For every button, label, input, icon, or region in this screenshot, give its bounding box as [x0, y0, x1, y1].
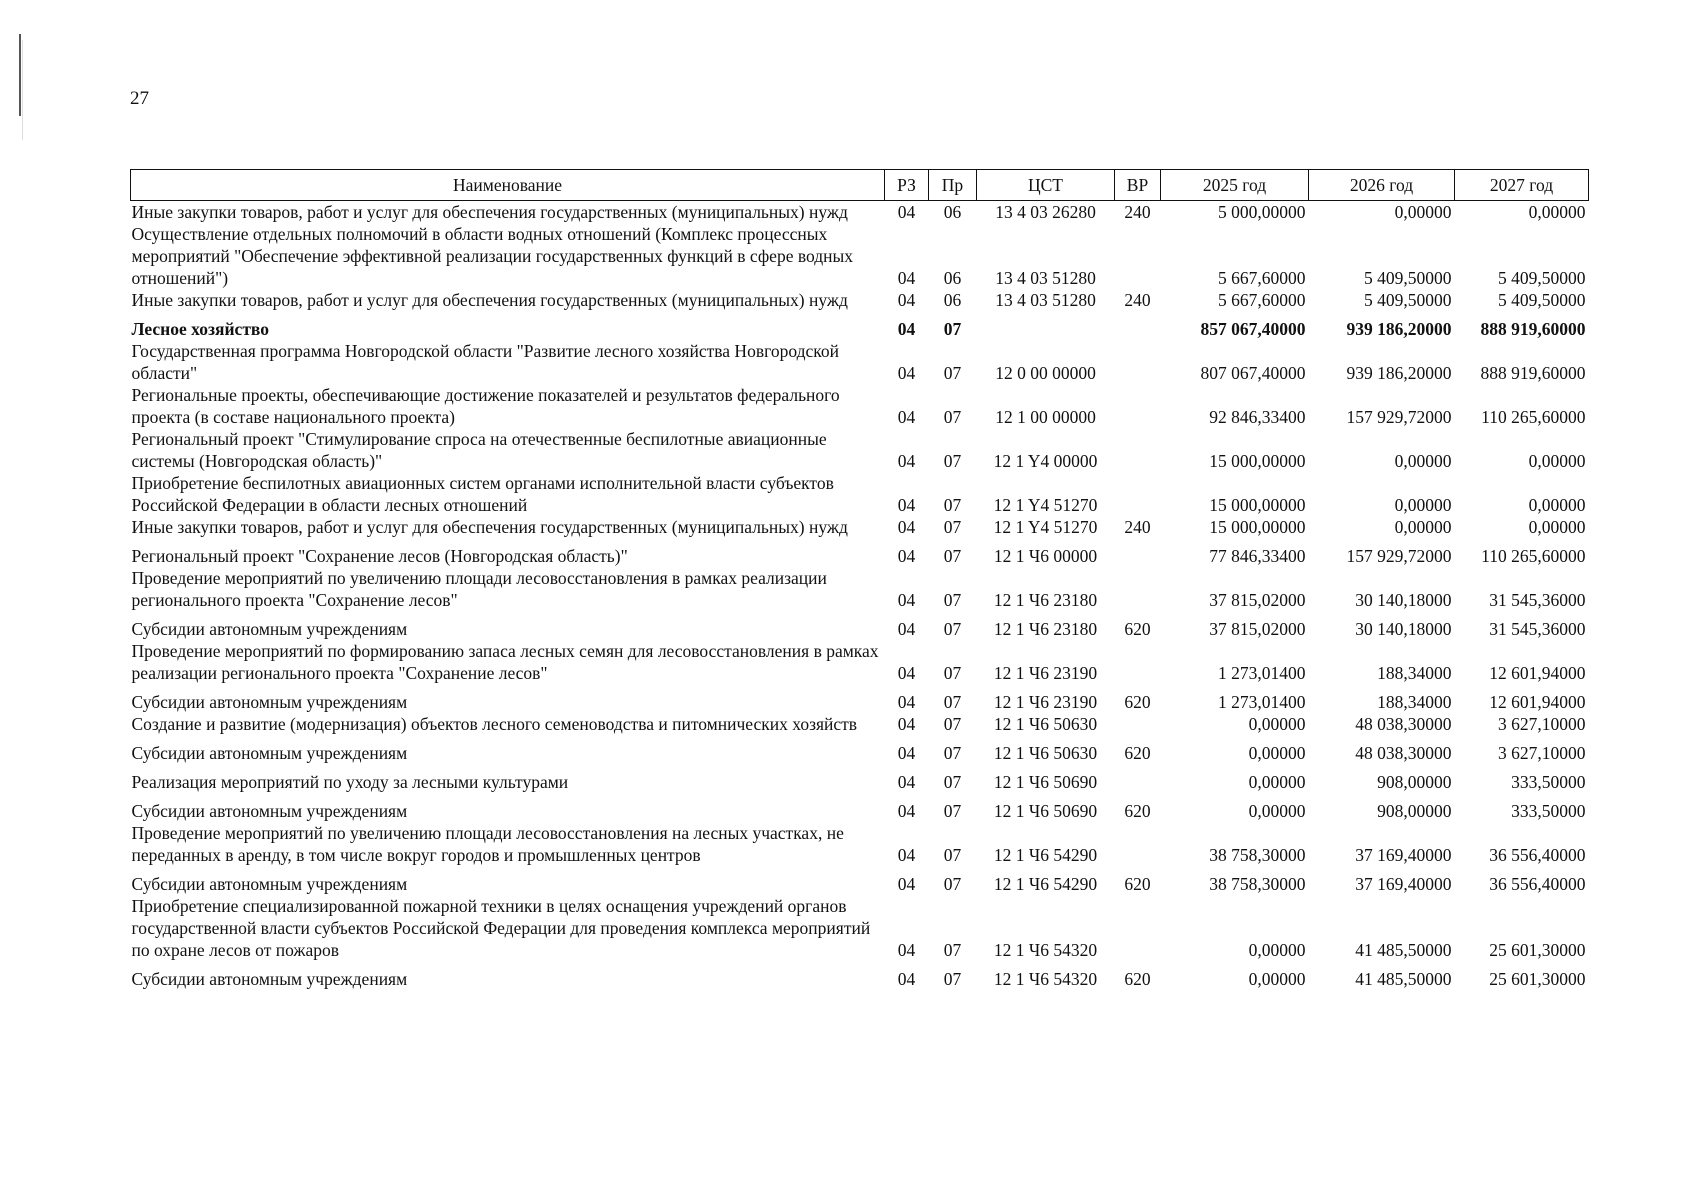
- table-body: [131, 201, 1589, 991]
- cell-2025: 0,00000: [1248, 772, 1306, 792]
- cell-cst: 12 1 Ч6 54320: [993, 969, 1098, 989]
- cell-vr: 240: [1124, 517, 1151, 537]
- cell-2027: 5 409,50000: [1498, 268, 1586, 288]
- page-number: 27: [130, 88, 149, 109]
- cell-name: Субсидии автономным учреждениям: [131, 619, 408, 639]
- table-row: [131, 384, 1589, 428]
- cell-vr: [1115, 640, 1161, 684]
- cell-rz: 04: [897, 202, 916, 222]
- header-2027: 2027 год: [1455, 170, 1589, 201]
- cell-rz: 04: [897, 495, 916, 515]
- cell-vr: [1115, 384, 1161, 428]
- cell-cst: 12 1 Ч6 23190: [993, 692, 1098, 712]
- cell-2026: 30 140,18000: [1355, 619, 1452, 639]
- cell-2027: 0,00000: [1528, 517, 1586, 537]
- cell-vr: 620: [1124, 801, 1151, 821]
- cell-2026: 5 409,50000: [1364, 290, 1452, 310]
- cell-2026: 41 485,50000: [1355, 969, 1452, 989]
- cell-2026: 157 929,72000: [1346, 546, 1452, 566]
- cell-vr: [1115, 822, 1161, 866]
- cell-2026: 0,00000: [1394, 495, 1452, 515]
- cell-pr: 07: [943, 940, 962, 960]
- table-row: [131, 516, 1589, 538]
- cell-pr: 07: [943, 663, 962, 683]
- table-row: [131, 822, 1589, 866]
- cell-vr: 620: [1124, 969, 1151, 989]
- cell-name: Субсидии автономным учреждениям: [131, 801, 408, 821]
- cell-rz: 04: [897, 714, 916, 734]
- table-row: [131, 961, 1589, 990]
- cell-vr: [1115, 895, 1161, 961]
- table-row: [131, 340, 1589, 384]
- cell-pr: 07: [943, 517, 962, 537]
- table-row: [131, 793, 1589, 822]
- cell-cst: 12 1 00 00000: [995, 407, 1096, 427]
- cell-2027: 888 919,60000: [1480, 319, 1586, 339]
- cell-vr: 620: [1124, 874, 1151, 894]
- cell-name: Лесное хозяйство: [131, 319, 270, 339]
- cell-2025: 38 758,30000: [1209, 845, 1306, 865]
- table-row: [131, 735, 1589, 764]
- cell-2025: 807 067,40000: [1200, 363, 1306, 383]
- cell-2027: 3 627,10000: [1498, 743, 1586, 763]
- header-vr: ВР: [1115, 170, 1161, 201]
- cell-2027: 12 601,94000: [1489, 663, 1586, 683]
- cell-pr: 07: [943, 743, 962, 763]
- cell-2025: 0,00000: [1248, 714, 1306, 734]
- cell-2025: 38 758,30000: [1209, 874, 1306, 894]
- cell-2026: 5 409,50000: [1364, 268, 1452, 288]
- cell-pr: 07: [943, 590, 962, 610]
- table-row: [131, 201, 1589, 224]
- cell-vr: 240: [1124, 290, 1151, 310]
- cell-cst: 12 1 Y4 00000: [993, 451, 1098, 471]
- table-row: [131, 640, 1589, 684]
- cell-rz: 04: [897, 290, 916, 310]
- cell-name: Приобретение специализированной пожарной техники в целях оснащения учреждений органов государственной власти субъектов Российской Федерации для проведения комплекса мероприятий по охране лесов от пожаров: [131, 896, 871, 960]
- cell-2027: 36 556,40000: [1489, 845, 1586, 865]
- cell-2027: 5 409,50000: [1498, 290, 1586, 310]
- cell-cst: 12 1 Y4 51270: [993, 517, 1098, 537]
- cell-cst: 12 1 Ч6 00000: [993, 546, 1098, 566]
- cell-pr: 07: [943, 969, 962, 989]
- table-row: [131, 472, 1589, 516]
- cell-2026: 41 485,50000: [1355, 940, 1452, 960]
- cell-2025: 37 815,02000: [1209, 590, 1306, 610]
- table-row: [131, 611, 1589, 640]
- cell-name: Субсидии автономным учреждениям: [131, 874, 408, 894]
- cell-vr: 240: [1124, 202, 1151, 222]
- table-row: [131, 567, 1589, 611]
- cell-name: Реализация мероприятий по уходу за лесными культурами: [131, 772, 569, 792]
- cell-name: Создание и развитие (модернизация) объектов лесного семеноводства и питомнических хозяйств: [131, 714, 858, 734]
- cell-2026: 48 038,30000: [1355, 743, 1452, 763]
- cell-rz: 04: [897, 801, 916, 821]
- cell-2026: 939 186,20000: [1346, 319, 1452, 339]
- cell-vr: [1115, 223, 1161, 289]
- cell-2025: 15 000,00000: [1209, 517, 1306, 537]
- cell-pr: 07: [943, 801, 962, 821]
- cell-rz: 04: [897, 407, 916, 427]
- cell-name: Субсидии автономным учреждениям: [131, 743, 408, 763]
- cell-2026: 30 140,18000: [1355, 590, 1452, 610]
- cell-2026: 939 186,20000: [1346, 363, 1452, 383]
- cell-pr: 07: [943, 363, 962, 383]
- cell-pr: 07: [943, 451, 962, 471]
- cell-2025: 0,00000: [1248, 969, 1306, 989]
- cell-name: Иные закупки товаров, работ и услуг для обеспечения государственных (муниципальных) нужд: [131, 517, 848, 537]
- cell-rz: 04: [897, 663, 916, 683]
- cell-rz: 04: [897, 619, 916, 639]
- cell-2027: 36 556,40000: [1489, 874, 1586, 894]
- cell-cst: 12 1 Ч6 23180: [993, 619, 1098, 639]
- cell-pr: 07: [943, 714, 962, 734]
- margin-binding-mark-faint: [22, 40, 23, 140]
- cell-name: Субсидии автономным учреждениям: [131, 969, 408, 989]
- cell-2025: 0,00000: [1248, 940, 1306, 960]
- table-row: [131, 764, 1589, 793]
- header-cst: ЦСТ: [977, 170, 1115, 201]
- cell-2026: 0,00000: [1394, 517, 1452, 537]
- cell-2027: 110 265,60000: [1481, 546, 1586, 566]
- header-rz: РЗ: [885, 170, 929, 201]
- cell-2027: 3 627,10000: [1498, 714, 1586, 734]
- table-row: [131, 223, 1589, 289]
- cell-vr: 620: [1124, 743, 1151, 763]
- cell-cst: 13 4 03 51280: [995, 268, 1096, 288]
- table-row: [131, 713, 1589, 735]
- cell-2025: 5 000,00000: [1218, 202, 1306, 222]
- cell-vr: [1115, 340, 1161, 384]
- cell-cst: [977, 311, 1115, 340]
- cell-pr: 06: [943, 202, 962, 222]
- cell-2025: 92 846,33400: [1209, 407, 1306, 427]
- cell-2025: 37 815,02000: [1209, 619, 1306, 639]
- table-row: [131, 684, 1589, 713]
- cell-name: Региональный проект "Сохранение лесов (Новгородская область)": [131, 546, 628, 566]
- cell-pr: 07: [943, 874, 962, 894]
- cell-2027: 12 601,94000: [1489, 692, 1586, 712]
- cell-name: Государственная программа Новгородской области "Развитие лесного хозяйства Новгородской области": [131, 341, 839, 383]
- cell-2026: 37 169,40000: [1355, 874, 1452, 894]
- cell-2026: 188,34000: [1377, 663, 1452, 683]
- cell-2026: 0,00000: [1394, 451, 1452, 471]
- cell-rz: 04: [897, 969, 916, 989]
- cell-rz: 04: [897, 590, 916, 610]
- cell-pr: 07: [943, 692, 962, 712]
- cell-rz: 04: [897, 268, 916, 288]
- margin-binding-mark: [19, 34, 21, 116]
- cell-vr: [1115, 538, 1161, 567]
- cell-2025: 0,00000: [1248, 801, 1306, 821]
- cell-name: Иные закупки товаров, работ и услуг для обеспечения государственных (муниципальных) нужд: [131, 202, 848, 222]
- table-row: [131, 866, 1589, 895]
- cell-rz: 04: [897, 319, 916, 339]
- cell-pr: 07: [943, 407, 962, 427]
- cell-2027: 333,50000: [1511, 772, 1586, 792]
- cell-pr: 07: [943, 319, 962, 339]
- cell-2027: 25 601,30000: [1489, 969, 1586, 989]
- cell-name: Иные закупки товаров, работ и услуг для обеспечения государственных (муниципальных) нужд: [131, 290, 848, 310]
- table-row: [131, 538, 1589, 567]
- cell-cst: 12 1 Ч6 23180: [993, 590, 1098, 610]
- cell-2025: 1 273,01400: [1218, 692, 1306, 712]
- cell-pr: 07: [943, 495, 962, 515]
- cell-rz: 04: [897, 845, 916, 865]
- cell-name: Проведение мероприятий по формированию запаса лесных семян для лесовосстановления в рамках реализации регионального проекта "Сохранение лесов": [131, 641, 879, 683]
- cell-2025: 5 667,60000: [1218, 268, 1306, 288]
- cell-2025: 15 000,00000: [1209, 495, 1306, 515]
- cell-pr: 06: [943, 290, 962, 310]
- cell-2027: 0,00000: [1528, 451, 1586, 471]
- cell-name: Проведение мероприятий по увеличению площади лесовосстановления на лесных участках, не переданных в аренду, в том числе вокруг городов и промышленных центров: [131, 823, 844, 865]
- cell-vr: [1115, 472, 1161, 516]
- cell-vr: 620: [1124, 619, 1151, 639]
- budget-allocation-table: [130, 169, 1589, 990]
- cell-cst: 13 4 03 26280: [995, 202, 1096, 222]
- header-2026: 2026 год: [1309, 170, 1455, 201]
- cell-2026: 908,00000: [1377, 801, 1452, 821]
- cell-rz: 04: [897, 874, 916, 894]
- header-2025: 2025 год: [1161, 170, 1309, 201]
- cell-vr: [1115, 311, 1161, 340]
- cell-cst: 12 1 Ч6 54290: [993, 874, 1098, 894]
- cell-vr: [1115, 428, 1161, 472]
- cell-name: Проведение мероприятий по увеличению площади лесовосстановления в рамках реализации регионального проекта "Сохранение лесов": [131, 568, 827, 610]
- table-row: [131, 895, 1589, 961]
- cell-cst: 13 4 03 51280: [995, 290, 1096, 310]
- cell-2027: 110 265,60000: [1481, 407, 1586, 427]
- cell-2025: 15 000,00000: [1209, 451, 1306, 471]
- cell-2026: 188,34000: [1377, 692, 1452, 712]
- cell-vr: [1115, 764, 1161, 793]
- cell-rz: 04: [897, 517, 916, 537]
- cell-cst: 12 1 Y4 51270: [993, 495, 1098, 515]
- cell-2027: 31 545,36000: [1489, 590, 1586, 610]
- cell-2025: 77 846,33400: [1209, 546, 1306, 566]
- cell-rz: 04: [897, 692, 916, 712]
- cell-rz: 04: [897, 451, 916, 471]
- table-header-row: [131, 170, 1589, 201]
- cell-pr: 07: [943, 845, 962, 865]
- table-row: [131, 311, 1589, 340]
- header-name: Наименование: [131, 170, 885, 201]
- table-row: [131, 289, 1589, 311]
- cell-cst: 12 1 Ч6 50690: [993, 772, 1098, 792]
- cell-2025: 857 067,40000: [1200, 319, 1306, 339]
- cell-rz: 04: [897, 363, 916, 383]
- cell-vr: [1115, 713, 1161, 735]
- cell-vr: [1115, 567, 1161, 611]
- cell-rz: 04: [897, 546, 916, 566]
- cell-rz: 04: [897, 940, 916, 960]
- header-pr: Пр: [929, 170, 977, 201]
- cell-pr: 07: [943, 772, 962, 792]
- cell-2026: 908,00000: [1377, 772, 1452, 792]
- cell-2027: 0,00000: [1528, 495, 1586, 515]
- cell-cst: 12 1 Ч6 54320: [993, 940, 1098, 960]
- cell-2027: 31 545,36000: [1489, 619, 1586, 639]
- cell-name: Региональный проект "Стимулирование спроса на отечественные беспилотные авиационные системы (Новгородская область)": [131, 429, 827, 471]
- cell-pr: 06: [943, 268, 962, 288]
- cell-2025: 0,00000: [1248, 743, 1306, 763]
- cell-2026: 157 929,72000: [1346, 407, 1452, 427]
- cell-rz: 04: [897, 772, 916, 792]
- cell-2026: 37 169,40000: [1355, 845, 1452, 865]
- cell-pr: 07: [943, 619, 962, 639]
- cell-name: Осуществление отдельных полномочий в области водных отношений (Комплекс процессных мероприятий "Обеспечение эффективной реализации государственных функций в сфере водных отношений"): [131, 224, 854, 288]
- cell-2026: 48 038,30000: [1355, 714, 1452, 734]
- cell-vr: 620: [1124, 692, 1151, 712]
- cell-cst: 12 1 Ч6 54290: [993, 845, 1098, 865]
- cell-2025: 5 667,60000: [1218, 290, 1306, 310]
- cell-cst: 12 1 Ч6 23190: [993, 663, 1098, 683]
- cell-2027: 0,00000: [1528, 202, 1586, 222]
- table-row: [131, 428, 1589, 472]
- cell-name: Приобретение беспилотных авиационных систем органами исполнительной власти субъектов Российской Федерации в области лесных отношений: [131, 473, 834, 515]
- cell-name: Субсидии автономным учреждениям: [131, 692, 408, 712]
- cell-2025: 1 273,01400: [1218, 663, 1306, 683]
- cell-cst: 12 0 00 00000: [995, 363, 1096, 383]
- cell-2026: 0,00000: [1394, 202, 1452, 222]
- cell-pr: 07: [943, 546, 962, 566]
- cell-cst: 12 1 Ч6 50630: [993, 743, 1098, 763]
- cell-2027: 888 919,60000: [1480, 363, 1586, 383]
- cell-2027: 25 601,30000: [1489, 940, 1586, 960]
- cell-cst: 12 1 Ч6 50690: [993, 801, 1098, 821]
- cell-2027: 333,50000: [1511, 801, 1586, 821]
- cell-cst: 12 1 Ч6 50630: [993, 714, 1098, 734]
- cell-rz: 04: [897, 743, 916, 763]
- cell-name: Региональные проекты, обеспечивающие достижение показателей и результатов федерального проекта (в составе национального проекта): [131, 385, 840, 427]
